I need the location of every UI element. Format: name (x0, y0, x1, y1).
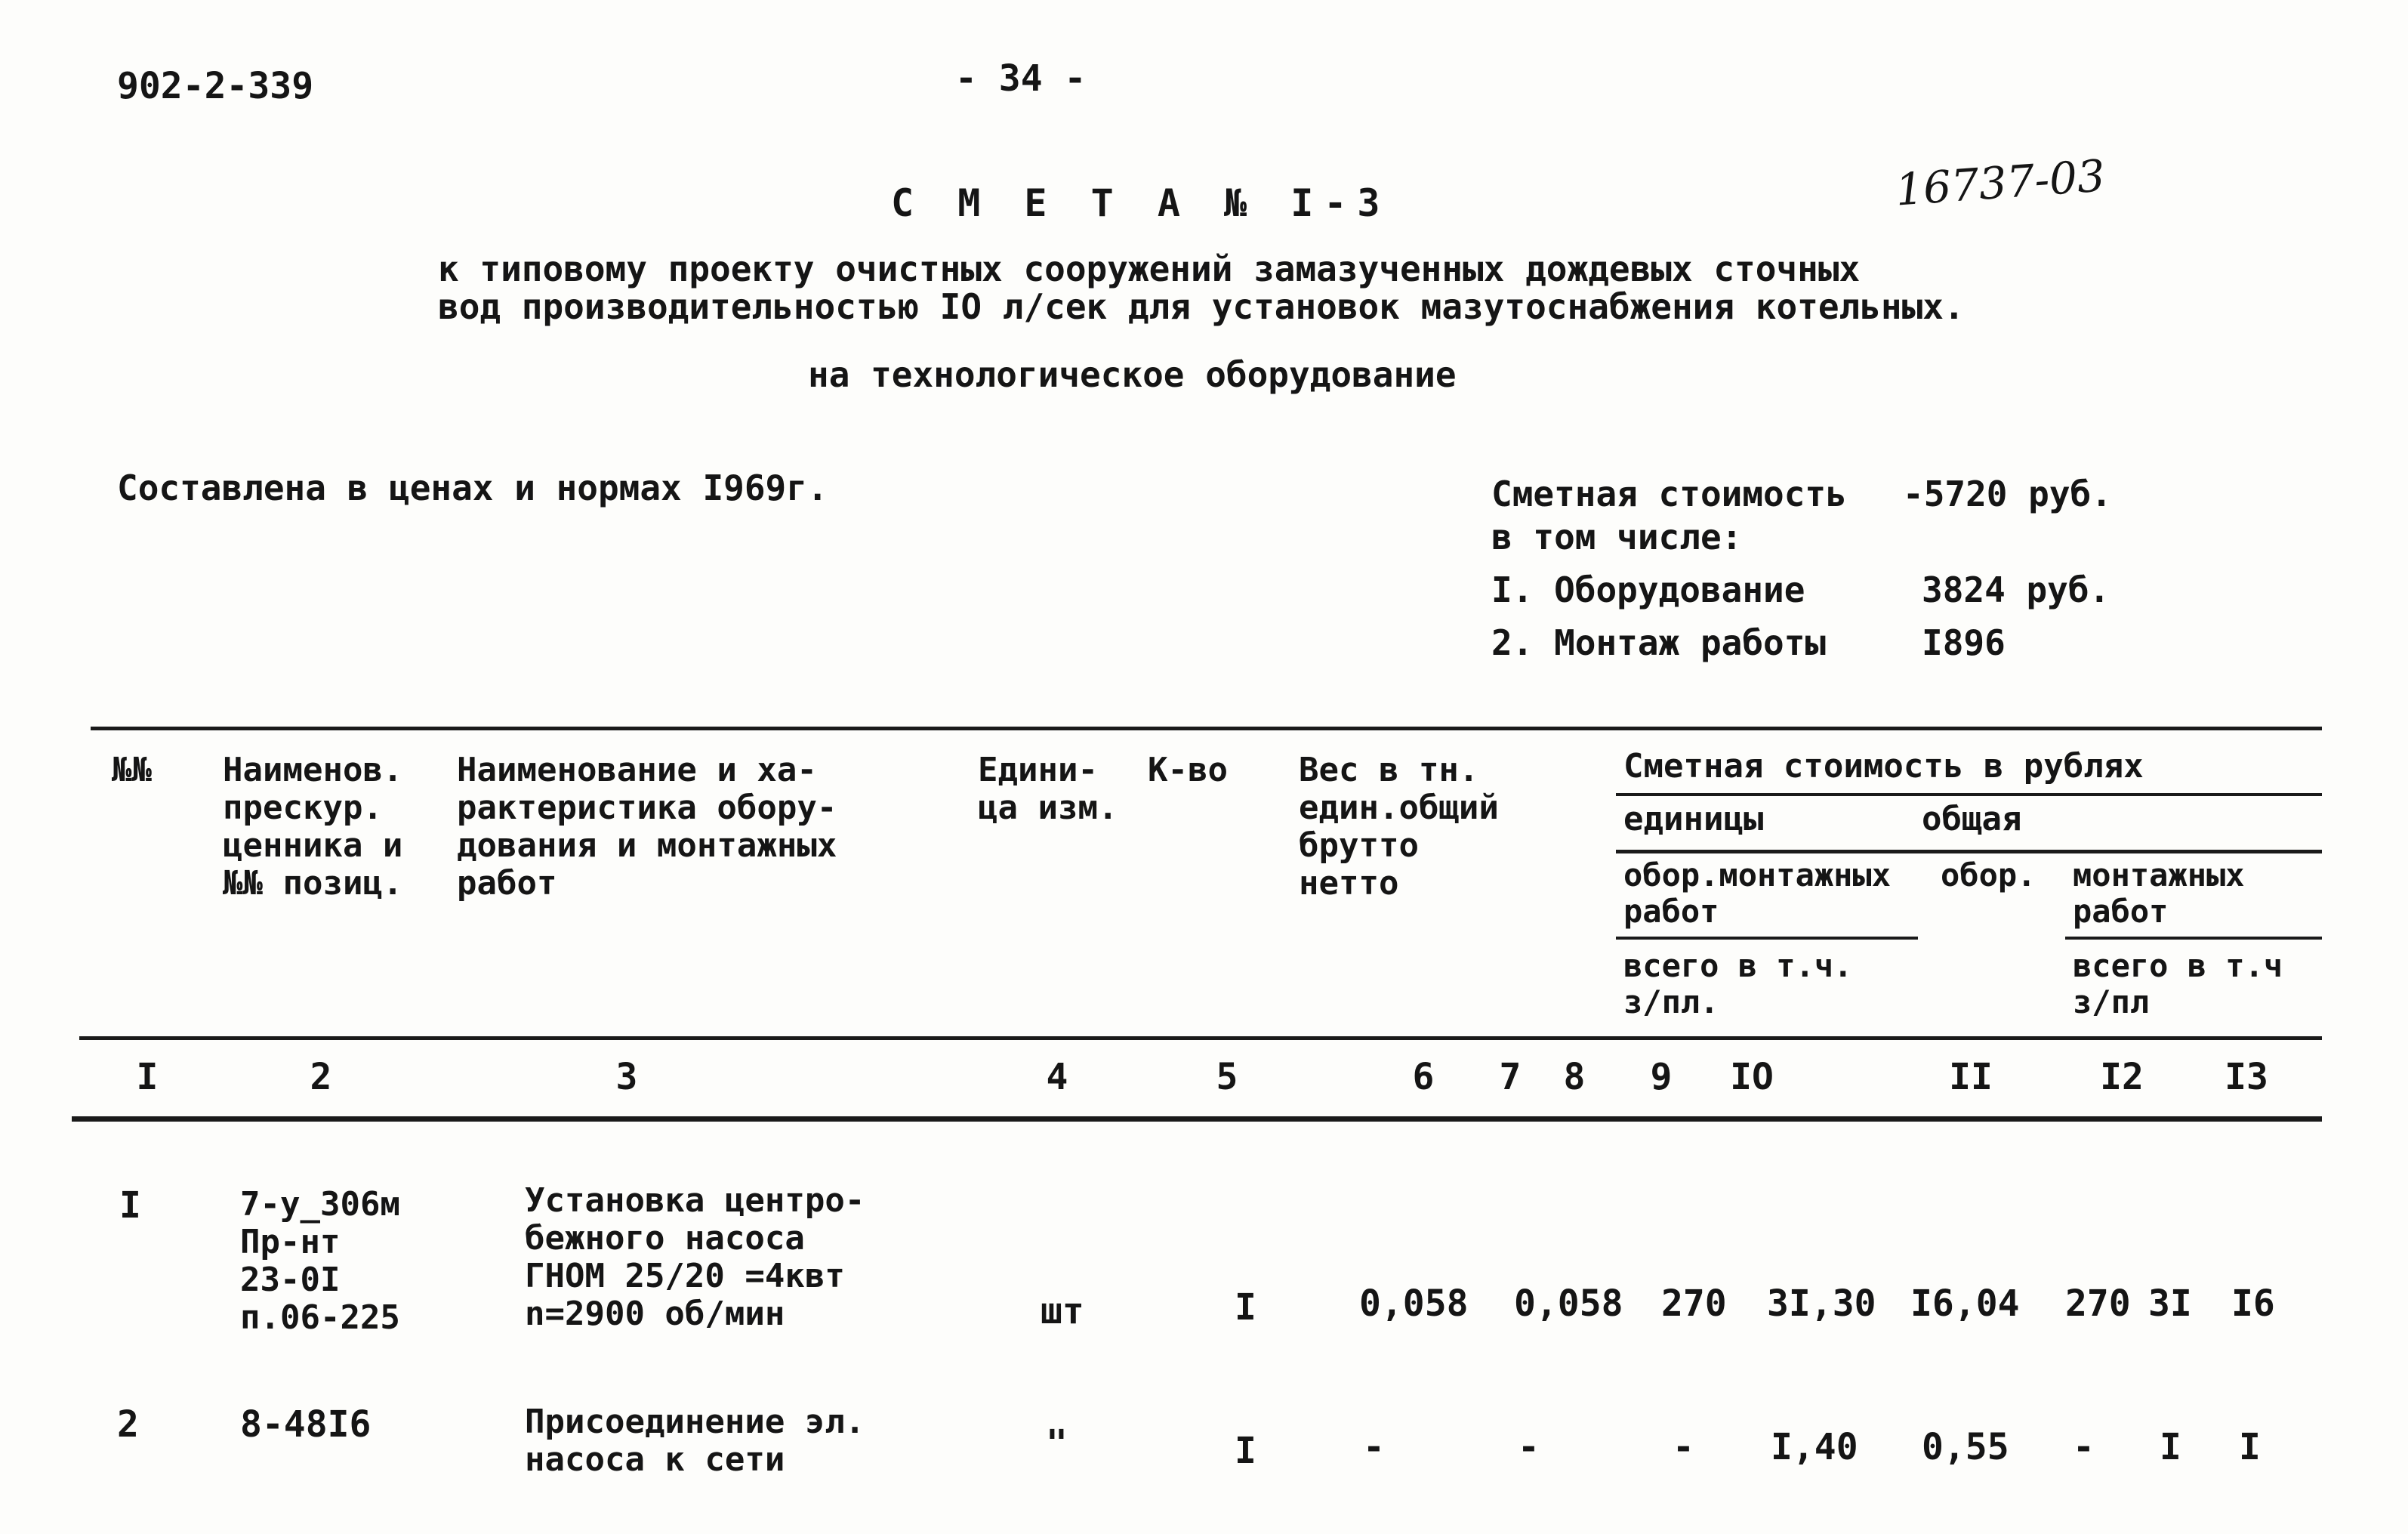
row-number: 2 (117, 1403, 139, 1446)
subtitle-line-2: вод производительностью IO л/сек для установок мазутоснабжения котельных. (438, 286, 1965, 327)
column-number: 2 (310, 1056, 332, 1098)
row-code: 8-48I6 (240, 1403, 372, 1446)
header-col-weight: Вес в тн. един.общий брутто нетто (1299, 751, 1499, 903)
row-mount-unit: 3I,30 (1767, 1282, 1876, 1325)
header-col-code: Наименов. прескур. ценника и №№ позиц. (223, 751, 403, 903)
row-unit: шт (1041, 1290, 1084, 1332)
row-mount-wage: 0,55 (1922, 1426, 2009, 1468)
subtitle-line-1: к типовому проекту очистных сооружений замазученных дождевых сточных (438, 248, 1861, 289)
header-unit-sub: обор.монтажных работ (1623, 857, 1892, 930)
header-col-no: №№ (112, 751, 152, 789)
row-equip-unit: - (1673, 1426, 1694, 1468)
row-weight-total: - (1518, 1426, 1540, 1468)
summary-mounting-label: 2. Монтаж работы (1491, 622, 1827, 663)
page-number: - 34 - (955, 57, 1087, 100)
column-number: 6 (1412, 1056, 1435, 1098)
header-col-name: Наименование и ха- рактеристика обору- дования и монтажных работ (457, 751, 837, 903)
header-total-group: общая (1922, 800, 2022, 838)
column-numbers-rule (72, 1116, 2322, 1122)
row-name: Присоединение эл. насоса к сети (525, 1403, 865, 1479)
column-number: 7 (1499, 1056, 1522, 1098)
summary-equipment-label: I. Оборудование (1491, 569, 1805, 610)
row-name: Установка центро- бежного насоса ГНОМ 25/20 =4квт n=2900 об/мин (525, 1181, 865, 1333)
column-number: 4 (1046, 1056, 1068, 1098)
column-number: II (1949, 1056, 1993, 1098)
row-qty: I (1235, 1430, 1256, 1472)
column-number: 8 (1563, 1056, 1586, 1098)
row-mount-total-wage: I6 (2231, 1282, 2275, 1325)
header-bottom-rule (79, 1036, 2322, 1040)
inventory-number: 16737-03 (1893, 150, 2107, 216)
row-mount-total-wage: I (2239, 1426, 2261, 1468)
column-number: IO (1730, 1056, 1774, 1098)
row-equip-total: - (2073, 1426, 2095, 1468)
row-mount-total: I (2160, 1426, 2181, 1468)
summary-mounting-value: I896 (1922, 622, 2006, 663)
rule-under-unit-sub (1616, 937, 1918, 940)
summary-equipment-value: 3824 руб. (1922, 569, 2110, 610)
row-equip-unit: 270 (1661, 1282, 1727, 1325)
row-unit: " (1046, 1422, 1068, 1465)
column-number: I2 (2100, 1056, 2144, 1098)
row-number: I (119, 1184, 141, 1227)
header-total-sub-mount: монтажных работ (2073, 857, 2245, 930)
header-unit-group: единицы (1623, 800, 1764, 838)
summary-total-label: Сметная стоимость (1491, 474, 1847, 514)
document-title: С М Е Т А № I-3 (891, 181, 1391, 225)
summary-total-value: -5720 руб. (1903, 474, 2112, 514)
header-unit-incl: всего в т.ч. з/пл. (1623, 947, 1853, 1020)
row-code: 7-у_306м Пр-нт 23-0I п.06-225 (240, 1185, 400, 1337)
header-total-sub-equip: обор. (1941, 857, 2036, 894)
header-col-qty: К-во (1148, 751, 1228, 789)
rule-under-total-sub (2065, 937, 2322, 940)
project-code: 902-2-339 (117, 65, 314, 107)
prices-note: Составлена в ценах и нормах I969г. (117, 468, 828, 508)
row-weight-unit: - (1363, 1426, 1385, 1468)
rule-under-cost-group (1616, 793, 2322, 796)
row-qty: I (1235, 1286, 1256, 1329)
row-weight-total: 0,058 (1514, 1282, 1623, 1325)
row-weight-unit: 0,058 (1359, 1282, 1469, 1325)
table-top-rule (91, 727, 2322, 730)
row-mount-unit: I,40 (1771, 1426, 1858, 1468)
column-number: 9 (1650, 1056, 1673, 1098)
header-col-unit: Едини- ца изм. (978, 751, 1118, 827)
column-number: 5 (1216, 1056, 1238, 1098)
row-equip-total: 270 (2065, 1282, 2131, 1325)
column-number: 3 (615, 1056, 638, 1098)
rule-under-unit-total (1616, 850, 2322, 853)
summary-including-label: в том числе: (1491, 517, 1743, 557)
row-mount-total: 3I (2148, 1282, 2192, 1325)
header-cost-group: Сметная стоимость в рублях (1623, 747, 2144, 786)
document-subject: на технологическое оборудование (808, 354, 1457, 395)
header-total-incl: всего в т.ч з/пл (2073, 947, 2283, 1020)
column-number: I3 (2225, 1056, 2268, 1098)
column-number: I (136, 1056, 159, 1098)
row-mount-wage: I6,04 (1910, 1282, 2020, 1325)
